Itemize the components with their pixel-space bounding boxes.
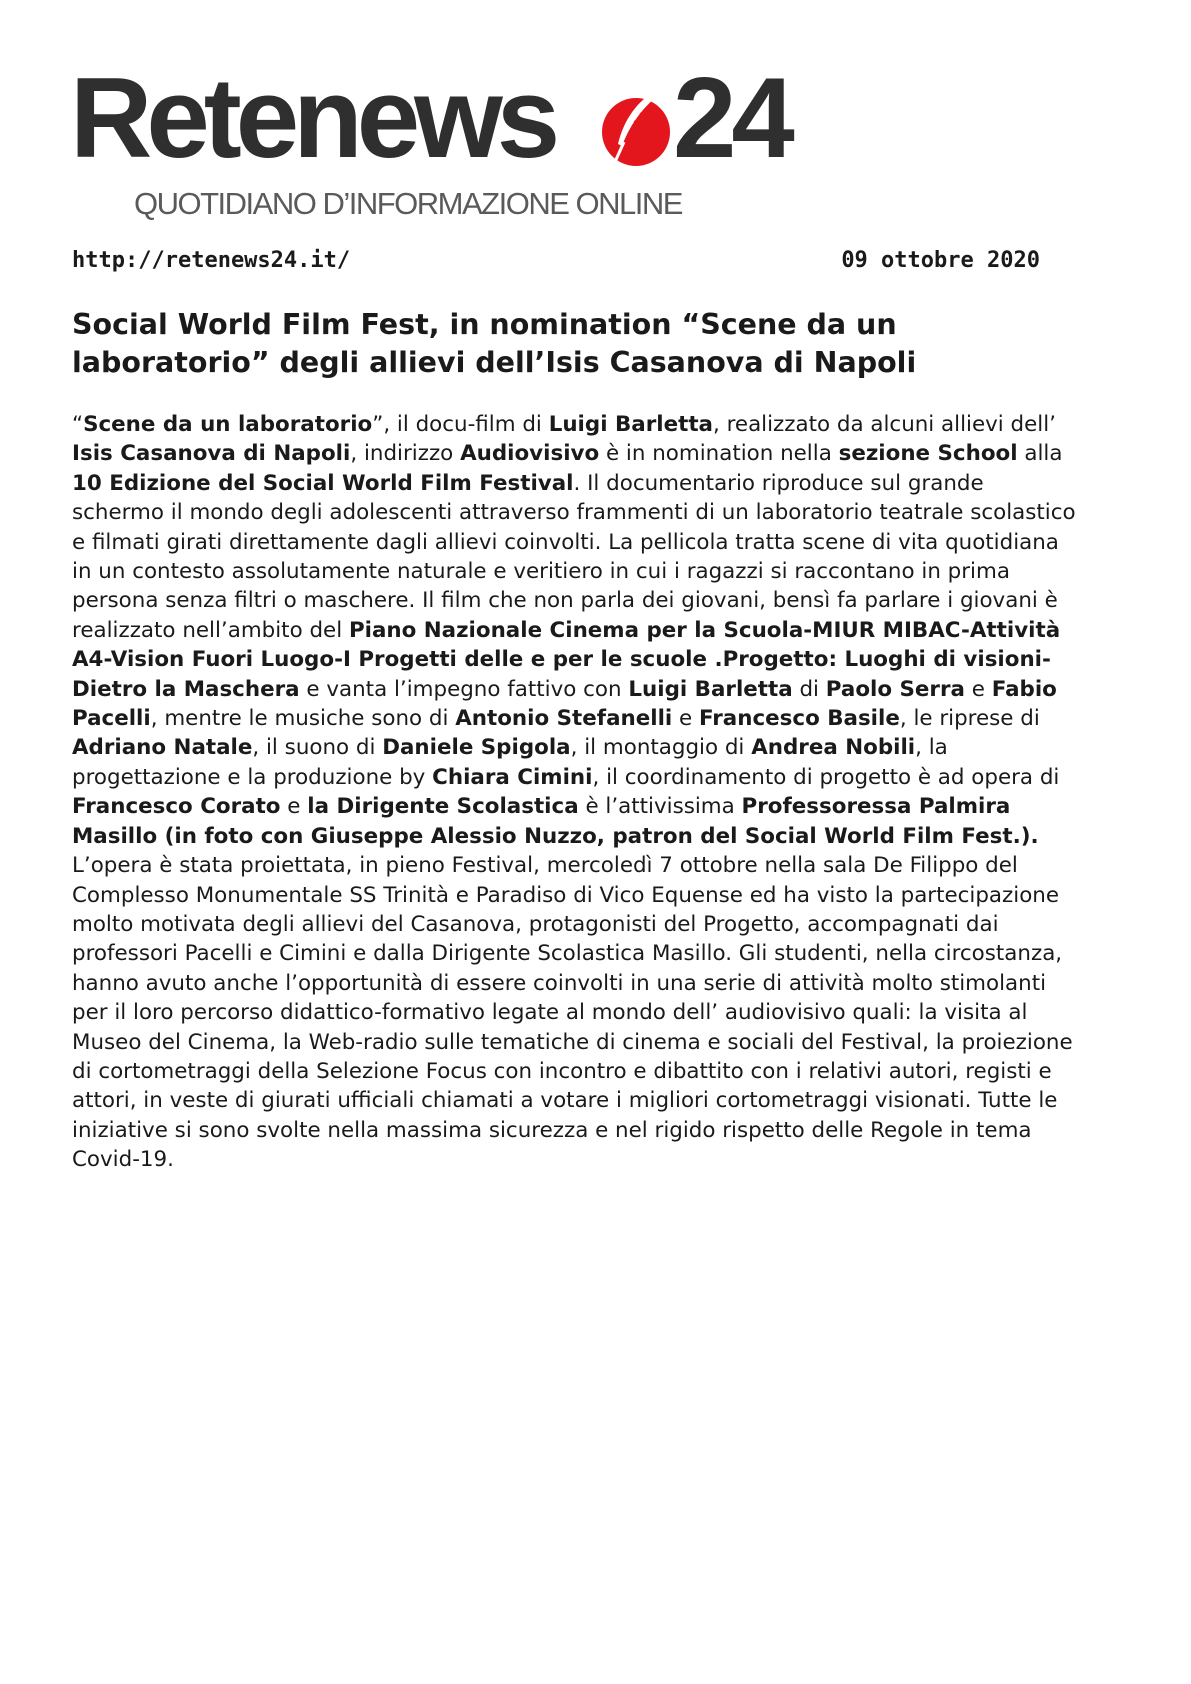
logo-tagline: QUOTIDIANO D’INFORMAZIONE ONLINE — [134, 186, 682, 221]
text-run: , le riprese di — [899, 706, 1040, 732]
retenews24-logo — [70, 55, 790, 222]
bold-text-run: Antonio Stefanelli — [455, 706, 673, 732]
text-run: e — [672, 706, 700, 732]
text-run: , mentre le musiche sono di — [150, 706, 456, 732]
text-run: , realizzato da alcuni allievi dell’ — [712, 412, 1056, 437]
text-run: , il suono di — [252, 735, 383, 761]
bold-text-run: sezione School — [838, 441, 1018, 467]
bold-text-run: Chiara Cimini — [432, 764, 593, 790]
text-run: alla — [1017, 441, 1063, 467]
bold-text-run: Francesco Corato — [72, 794, 281, 820]
bold-text-run: 10 Edizione del Social World Film Festival — [72, 470, 574, 496]
bold-text-run: la Dirigente Scolastica — [307, 794, 579, 820]
logo-number: 24 — [673, 55, 790, 182]
bold-text-run: Francesco Basile — [699, 706, 900, 732]
bold-text-run: Professoressa Palmira Masillo (in foto con Giuseppe Alessio Nuzzo, patron del Social World Film Fest.). — [72, 794, 1039, 849]
bold-text-run: Adriano Natale — [72, 735, 253, 761]
bold-text-run: Daniele Spigola — [382, 735, 571, 761]
bold-text-run: Fabio Pacelli — [72, 676, 1057, 732]
text-run: , il coordinamento di progetto è ad opera di — [592, 764, 1060, 790]
text-run: e vanta l’impegno fattivo con — [299, 676, 629, 702]
article-title: Social World Film Fest, in nomination “Scene da un laboratorio” degli allievi dell’Isis Casanova di Napoli — [72, 308, 917, 379]
bold-text-run: Audiovisivo — [460, 441, 600, 467]
bold-text-run: Isis Casanova di Napoli — [72, 441, 351, 467]
text-run: “ — [72, 412, 84, 437]
text-run: ”, il docu-film di — [372, 412, 549, 437]
text-run: , indirizzo — [350, 441, 461, 467]
text-run: L’opera è stata proiettata, in pieno Festival, mercoledì 7 ottobre nella sala De Filippo del Complesso Monumentale SS Trinità e Paradiso di Vico Equense ed ha visto la partecipazione molto motivata degli allievi del Casanova, protagonisti del Progetto, accompagnati dai professori Pacelli e Cimini e dalla Dirigente Scolastica Masillo. Gli studenti, nella circostanza, hanno avuto anche l’opportunità di essere coinvolti in una serie di attività molto stimolanti per il loro percorso didattico-formativo legate al mondo dell’ audiovisivo quali: la visita al Museo del Cinema, la Web-radio sulle tematiche di cinema e sociali del Festival, la proiezione di cortometraggi della Selezione Focus con incontro e dibattito con i relativi autori, registi e attori, in veste di giurati ufficiali chiamati a votare i migliori cortometraggi visionati. Tutte le iniziative si sono svolte nella massima sicurezza e nel rigido rispetto delle Regole in tema Covid-19. — [72, 853, 1073, 1173]
bold-text-run: Piano Nazionale Cinema per la Scuola-MIUR MIBAC-Attività A4-Vision Fuori Luogo-I Progetti delle e per le scuole .Progetto: Luoghi di visioni-Dietro la Maschera — [72, 617, 1061, 702]
text-run: e — [964, 676, 992, 702]
text-run: , la progettazione e la produzione by — [72, 735, 948, 790]
bold-text-run: Scene da un laboratorio — [83, 412, 373, 437]
text-run: è l’attivissima — [578, 794, 742, 820]
text-run: è in nomination nella — [599, 441, 839, 467]
publication-date: 09 ottobre 2020 — [841, 248, 1040, 273]
text-run: , il montaggio di — [570, 735, 752, 761]
text-run: di — [792, 676, 826, 702]
text-run: e — [280, 794, 308, 820]
source-url: http://retenews24.it/ — [72, 248, 351, 273]
article-paragraph — [72, 410, 1082, 1175]
bold-text-run: Luigi Barletta — [628, 676, 793, 702]
bold-text-run: Luigi Barletta — [548, 412, 713, 437]
bold-text-run: Andrea Nobili — [751, 735, 916, 761]
quill-pen-icon — [600, 84, 672, 176]
article-body — [72, 410, 1082, 1175]
article-meta — [72, 248, 1040, 278]
bold-text-run: Paolo Serra — [825, 676, 965, 702]
text-run: . Il documentario riproduce sul grande schermo il mondo degli adolescenti attraverso frammenti di un laboratorio teatrale scolastico e filmati girati direttamente dagli allievi coinvolti. La pellicola tratta scene di vita quotidiana in un contesto assolutamente naturale e veritiero in cui i ragazzi si raccontano in prima persona senza filtri o maschere. Il film che non parla dei giovani, bensì fa parlare i giovani è realizzato nell’ambito del — [72, 470, 1076, 643]
logo-wordmark: Retenews — [70, 55, 555, 182]
